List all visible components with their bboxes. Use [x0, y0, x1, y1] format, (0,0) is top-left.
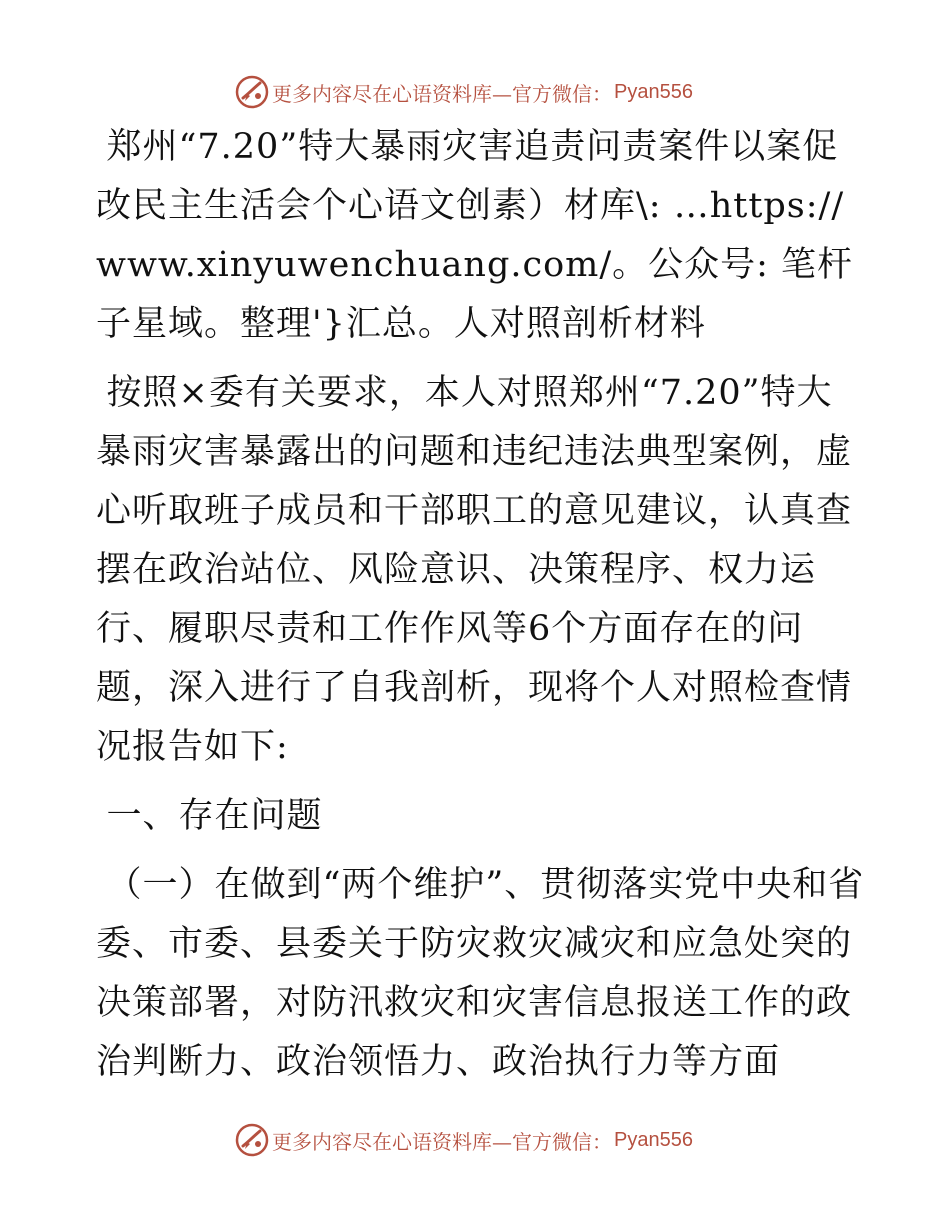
- watermark-text: 更多内容尽在心语资料库—官方微信：: [272, 1129, 612, 1154]
- footer-watermark: [234, 1120, 693, 1160]
- section-heading: 一、存在问题: [106, 796, 323, 836]
- intro-paragraph: 按照×委有关要求，本人对照郑州“7.20”特大暴雨灾害暴露出的问题和违纪违法典型案例，虚心听取班子成员和干部职工的意见建议，认真查摆在政治站位、风险意识、决策程序、权力运行、履职尽责和工作作风等6个方面存在的问题，深入进行了自我剖析，现将个人对照检查情况报告如下:: [96, 373, 853, 767]
- header-watermark: [234, 72, 693, 112]
- watermark-text: 更多内容尽在心语资料库—官方微信：: [272, 81, 612, 106]
- watermark-wechat-id: Pyan556: [614, 80, 693, 103]
- document-body: [96, 118, 866, 1102]
- watermark-wechat-id: Pyan556: [614, 1128, 693, 1151]
- pen-logo-icon: [234, 1122, 270, 1158]
- pen-logo-icon: [234, 74, 270, 110]
- document-title: 郑州“7.20”特大暴雨灾害追责问责案件以案促改民主生活会个心语文创素）材库\: …https://www.xinyuwenchuang.com/。公众号: 笔杆子星域。整理'}汇总。人对照剖析材料: [96, 127, 854, 344]
- subsection-paragraph: （一）在做到“两个维护”、贯彻落实党中央和省委、市委、县委关于防灾救灾减灾和应急处突的决策部署，对防汛救灾和灾害信息报送工作的政治判断力、政治领悟力、政治执行力等方面: [96, 865, 865, 1082]
